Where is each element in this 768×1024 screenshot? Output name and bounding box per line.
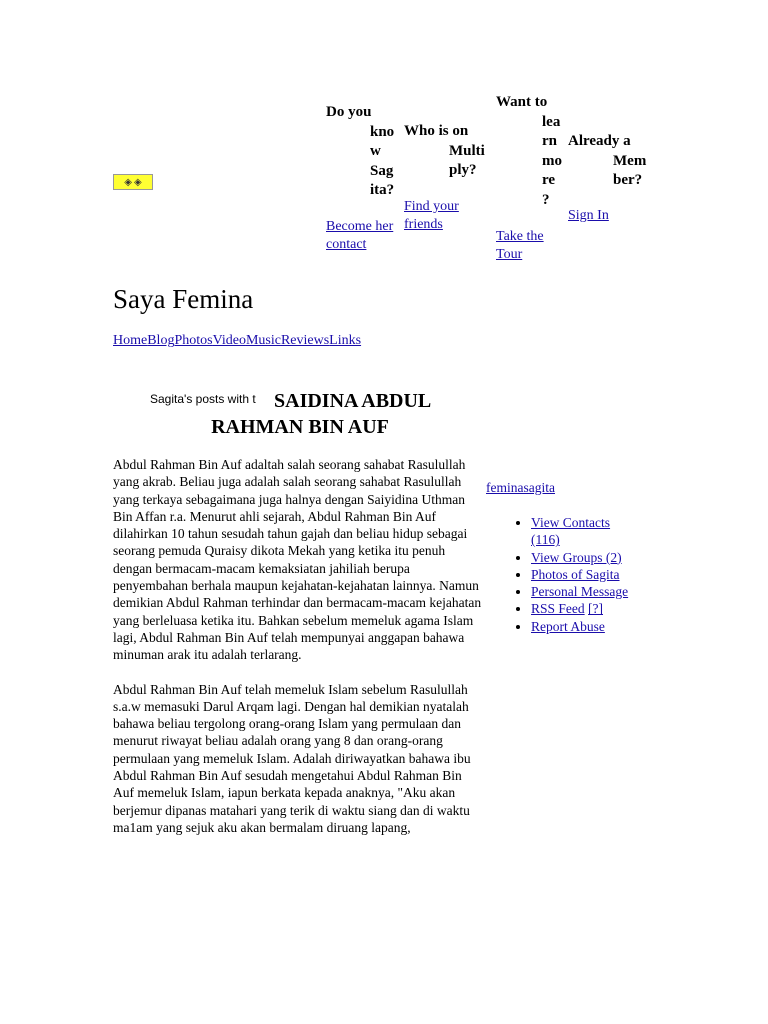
heading-line: mo bbox=[542, 152, 562, 169]
heading-line: ? bbox=[542, 191, 550, 208]
post-title-line: RAHMAN BIN AUF bbox=[211, 416, 389, 438]
nav-home[interactable]: Home bbox=[113, 333, 148, 348]
find-friends-link[interactable] bbox=[404, 198, 459, 234]
list-item bbox=[531, 566, 681, 583]
link-line: contact bbox=[326, 237, 367, 252]
heading-line: Want to bbox=[496, 94, 548, 110]
link-line: Tour bbox=[496, 247, 523, 262]
heading-line: Do you bbox=[326, 104, 372, 120]
take-tour-link[interactable] bbox=[496, 228, 544, 264]
site-title: Saya Femina bbox=[113, 284, 254, 314]
heading-line: Who is on bbox=[404, 123, 469, 139]
already-member-heading bbox=[568, 132, 646, 191]
heading-line: kno bbox=[370, 123, 395, 140]
list-item bbox=[531, 514, 681, 549]
heading-line: Sag bbox=[370, 162, 394, 179]
view-groups-link[interactable]: View Groups (2) bbox=[531, 549, 622, 565]
nav-blog[interactable]: Blog bbox=[147, 333, 175, 348]
list-item bbox=[531, 583, 681, 600]
heading-line: ita? bbox=[370, 182, 395, 198]
nav-reviews[interactable]: Reviews bbox=[280, 333, 330, 348]
heading-line: Multi bbox=[449, 142, 485, 159]
post-paragraph: Abdul Rahman Bin Auf telah memeluk Islam sebelum Rasulullah s.a.w memasuki Darul Arqam lagi. Dengan hal demikian nyatalah bahawa beliau tergolong orang-orang Islam yang permulaan dan menurut riwayat beliau adalah orang yang 8 dan orang-orang permulaan yang memeluk Islam. Adalah diriwayatkan bahawa ibu Abdul Rahman Bin Auf sesudah mengetahui Abdul Rahman Bin Auf memeluk Islam, iapun berkata kepada anaknya, "Aku akan berjemur dipanas matahari yang terik di waktu siang dan di waktu ma1am yang sejuk aku akan bermalam diruang lapang, bbox=[113, 681, 471, 835]
nav-photos[interactable]: Photos bbox=[174, 333, 213, 348]
rss-feed-link[interactable]: RSS Feed bbox=[531, 601, 585, 617]
link-line: Find your bbox=[404, 199, 459, 214]
profile-links-list bbox=[508, 514, 681, 635]
sign-in-link[interactable]: Sign In bbox=[568, 208, 609, 223]
photos-link[interactable]: Photos of Sagita bbox=[531, 566, 620, 582]
list-item bbox=[531, 618, 681, 635]
rss-help-link[interactable]: [?] bbox=[588, 601, 603, 617]
know-sagita-heading bbox=[326, 103, 394, 201]
personal-message-link[interactable]: Personal Message bbox=[531, 584, 629, 600]
diamond-icon: ◈ bbox=[134, 176, 142, 188]
contact-count: (116) bbox=[531, 532, 560, 548]
link-line: Take the bbox=[496, 229, 544, 244]
heading-line: Mem bbox=[613, 152, 647, 169]
post-title bbox=[150, 388, 450, 440]
heading-line: Already a bbox=[568, 133, 631, 149]
nav-video[interactable]: Video bbox=[212, 333, 246, 348]
heading-line: rn bbox=[542, 133, 557, 149]
heading-line: lea bbox=[542, 113, 561, 130]
link-text: View Contacts bbox=[531, 515, 611, 530]
list-item bbox=[531, 549, 681, 566]
username-link[interactable]: feminasagita bbox=[486, 480, 555, 495]
report-abuse-link[interactable]: Report Abuse bbox=[531, 618, 605, 634]
become-contact-link[interactable] bbox=[326, 218, 393, 254]
nav-links[interactable]: Links bbox=[329, 333, 362, 348]
post-paragraph: Abdul Rahman Bin Auf adaltah salah seorang sahabat Rasulullah yang akrab. Beliau juga adalah salah seorang sahabat Rasulullah yang terkaya sebagaimana juga halnya dengan Saiyidina Uthman Bin Affan r.a. Menurut ahli sejarah, Abdul Rahman Bin Auf dilahirkan 10 tahun sesudah tahun gajah dan beliau hidup sebagai seorang pemuda Quraisy dikota Mekah yang ketika itu penuh dengan bermacam-macam kemaksiatan jahiliah berupa penyembahan berhala maupun kejahatan-kejahatan lainnya. Namun demikian Abdul Rahman terhindar dan bermacam-macam kejahatan yang berleluasa ketika itu. Bahkan sebelum memeluk agama Islam lagi, Abdul Rahman Bin Auf telah mempunyai anggapan bahawa minuman arak itu adalah terlarang. bbox=[113, 457, 482, 663]
post-body bbox=[113, 456, 485, 853]
posts-with-label: Sagita's posts with t bbox=[150, 392, 256, 406]
heading-line: w bbox=[370, 143, 381, 159]
logo-icons bbox=[113, 174, 153, 190]
view-contacts-link[interactable] bbox=[531, 515, 610, 547]
link-line: friends bbox=[404, 217, 443, 232]
heading-line: ber? bbox=[613, 172, 643, 188]
diamond-icon: ◈ bbox=[124, 176, 132, 188]
heading-line: re bbox=[542, 172, 556, 188]
nav-music[interactable]: Music bbox=[245, 333, 281, 348]
want-to-learn-more-heading bbox=[496, 93, 562, 210]
main-nav bbox=[113, 333, 361, 349]
list-item bbox=[531, 600, 681, 617]
who-is-on-multiply-heading bbox=[404, 122, 485, 181]
link-line: Become her bbox=[326, 219, 394, 234]
post-title-line: SAIDINA ABDUL bbox=[274, 390, 432, 412]
heading-line: ply? bbox=[449, 162, 477, 178]
